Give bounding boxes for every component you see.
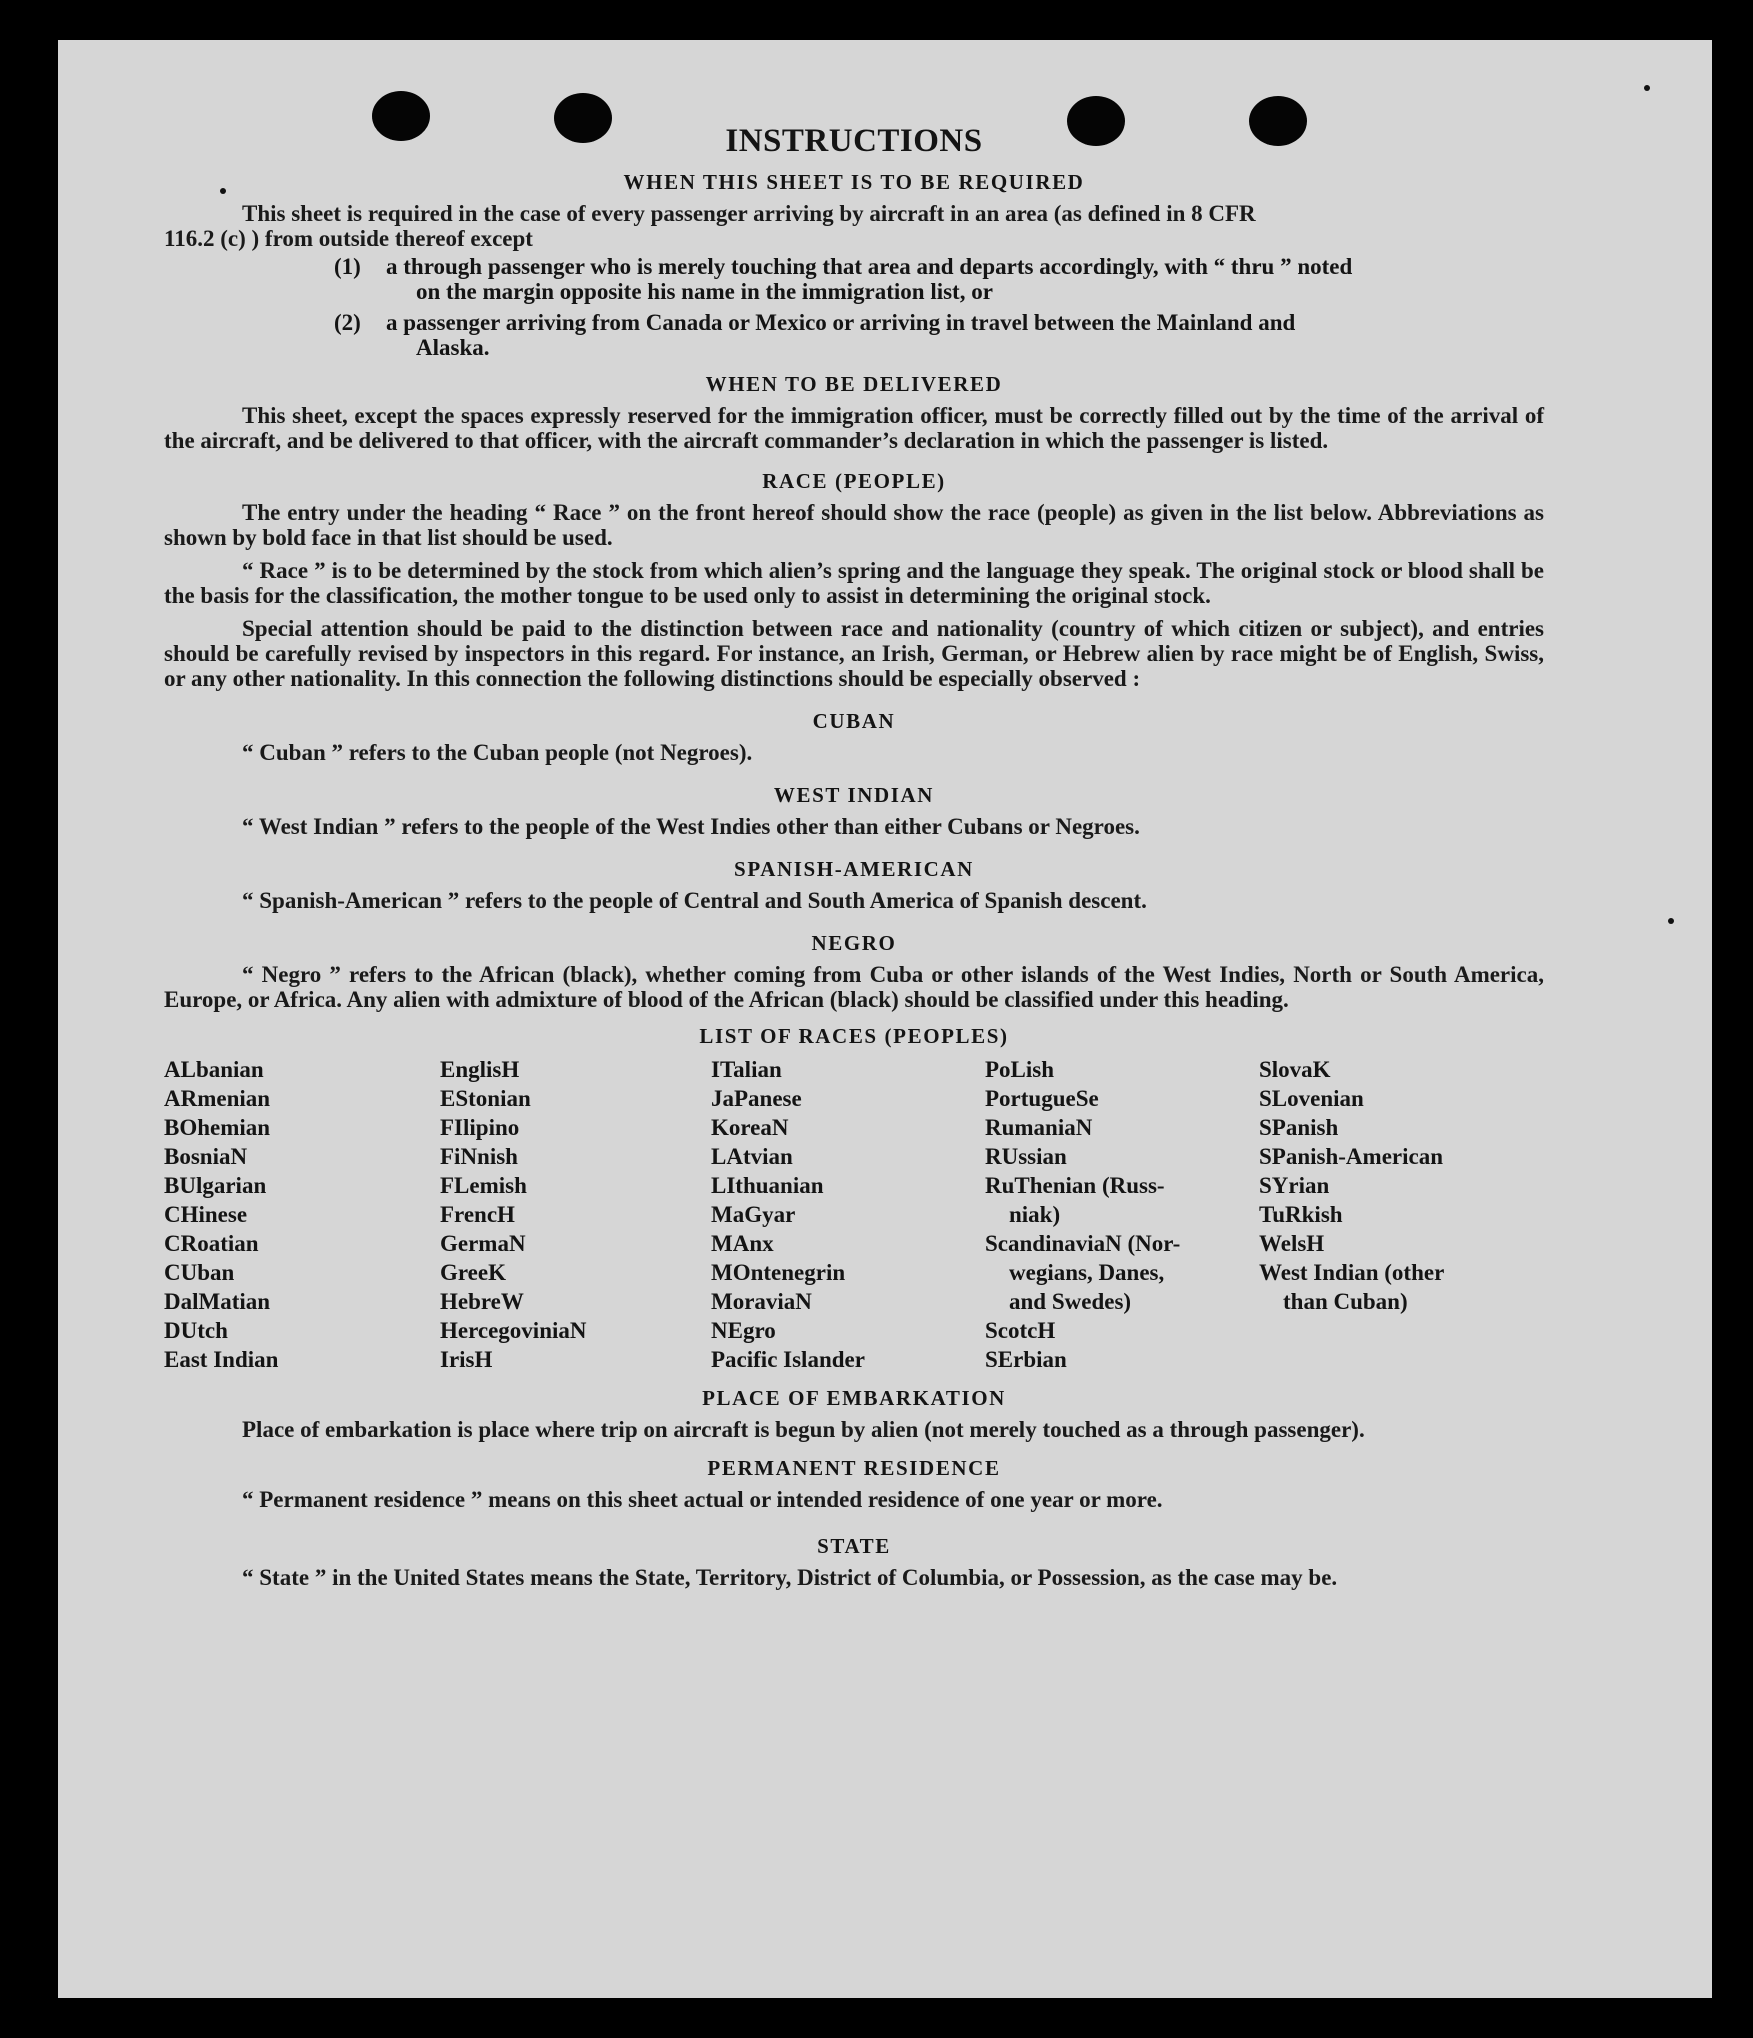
section-heading: RACE (PEOPLE): [762, 469, 946, 493]
section-heading: CUBAN: [812, 709, 896, 733]
page-title: INSTRUCTIONS: [725, 123, 983, 159]
race-entry: MoraviaN: [711, 1289, 812, 1314]
paragraph: “ Permanent residence ” means on this sheet actual or intended residence of one year or more.: [242, 1487, 1163, 1512]
paragraph: The entry under the heading “ Race ” on the front hereof should show the race (people) as given in the list below. Abbreviations as shown by bold face in that list should be used.: [164, 500, 1544, 550]
race-entry: PoLish: [985, 1057, 1055, 1082]
race-entry: GermaN: [440, 1231, 526, 1256]
race-entry: ITalian: [711, 1057, 782, 1082]
item-line: a passenger arriving from Canada or Mexico or arriving in travel between the Mainland and: [386, 310, 1296, 335]
race-entry: CRoatian: [164, 1231, 259, 1256]
race-entry: SErbian: [985, 1347, 1067, 1372]
race-entry: HebreW: [440, 1289, 524, 1314]
race-entry: ScandinaviaN (Nor-: [985, 1231, 1181, 1256]
race-entry: Pacific Islander: [711, 1347, 865, 1372]
race-entry: MaGyar: [711, 1202, 796, 1227]
section-heading: WHEN TO BE DELIVERED: [705, 372, 1003, 396]
race-entry: MAnx: [711, 1231, 774, 1256]
instructions-content: [164, 123, 1544, 1590]
race-entry: HercegoviniaN: [440, 1318, 587, 1343]
item-text: [386, 254, 1544, 304]
race-entry: niak): [1009, 1202, 1061, 1227]
race-entry: FiNnish: [440, 1144, 518, 1169]
paragraph: “ Spanish-American ” refers to the people of Central and South America of Spanish descent.: [242, 888, 1147, 913]
section-heading: LIST OF RACES (PEOPLES): [699, 1024, 1009, 1048]
race-entry: than Cuban): [1283, 1289, 1408, 1314]
section-heading: WEST INDIAN: [773, 783, 935, 807]
race-column: [164, 1055, 440, 1374]
section-heading: SPANISH-AMERICAN: [734, 857, 974, 881]
race-entry: SPanish: [1259, 1115, 1339, 1140]
race-entry: RumaniaN: [985, 1115, 1093, 1140]
section-heading: STATE: [817, 1534, 891, 1558]
section-heading: PLACE OF EMBARKATION: [702, 1386, 1006, 1410]
item-line: on the margin opposite his name in the immigration list, or: [416, 279, 993, 304]
section-heading: WHEN THIS SHEET IS TO BE REQUIRED: [623, 170, 1085, 194]
race-entry: LAtvian: [711, 1144, 793, 1169]
paragraph: This sheet is required in the case of every passenger arriving by aircraft in an area (as defined in 8 CFR: [242, 201, 1256, 226]
race-entry: SlovaK: [1259, 1057, 1331, 1082]
race-entry: West Indian (other: [1259, 1260, 1445, 1285]
race-entry: SYrian: [1259, 1173, 1330, 1198]
race-column: [1259, 1055, 1529, 1374]
race-entry: RUssian: [985, 1144, 1067, 1169]
race-entry: CHinese: [164, 1202, 248, 1227]
race-entry: WelsH: [1259, 1231, 1325, 1256]
race-entry: DUtch: [164, 1318, 228, 1343]
paragraph: This sheet, except the spaces expressly reserved for the immigration officer, must be correctly filled out by the time of the arrival of the aircraft, and be delivered to that officer, with the aircraft commander’s declaration in which the passenger is listed.: [164, 403, 1544, 453]
race-entry: FrencH: [440, 1202, 515, 1227]
race-entry: CUban: [164, 1260, 235, 1285]
race-entry: TuRkish: [1259, 1202, 1343, 1227]
race-entry: LIthuanian: [711, 1173, 824, 1198]
paragraph: “ Negro ” refers to the African (black), whether coming from Cuba or other islands of the West Indies, North or South America, Europe, or Africa. Any alien with admixture of blood of the African (black) should be classified under this heading.: [164, 962, 1544, 1012]
item-line: a through passenger who is merely touching that area and departs accordingly, with “ thru ” noted: [386, 254, 1353, 279]
paragraph: “ Cuban ” refers to the Cuban people (not Negroes).: [242, 740, 753, 765]
race-entry: JaPanese: [711, 1086, 802, 1111]
race-entry: EStonian: [440, 1086, 531, 1111]
section-heading: PERMANENT RESIDENCE: [707, 1456, 1001, 1480]
race-entry: ScotcH: [985, 1318, 1056, 1343]
race-entry: RuThenian (Russ-: [985, 1173, 1165, 1198]
paragraph: Special attention should be paid to the distinction between race and nationality (country of which citizen or subject), and entries should be carefully revised by inspectors in this regard. For instance, an Irish, German, or Hebrew alien by race might be of English, Swiss, or any other nationality. In this connection the following distinctions should be especially observed :: [164, 616, 1544, 691]
race-entry: ALbanian: [164, 1057, 264, 1082]
race-entry: NEgro: [711, 1318, 776, 1343]
races-list: [164, 1055, 1544, 1374]
race-entry: PortugueSe: [985, 1086, 1099, 1111]
race-entry: BosniaN: [164, 1144, 248, 1169]
race-entry: SLovenian: [1259, 1086, 1364, 1111]
paragraph: 116.2 (c) ) from outside thereof except: [164, 226, 533, 251]
paragraph: “ West Indian ” refers to the people of the West Indies other than either Cubans or Negroes.: [242, 814, 1140, 839]
speck: [1644, 85, 1650, 91]
list-item: [164, 310, 1544, 360]
race-entry: GreeK: [440, 1260, 506, 1285]
race-entry: FLemish: [440, 1173, 527, 1198]
speck: [1668, 918, 1674, 924]
race-entry: DalMatian: [164, 1289, 271, 1314]
race-entry: SPanish-American: [1259, 1144, 1443, 1169]
paragraph: “ State ” in the United States means the State, Territory, District of Columbia, or Possession, as the case may be.: [242, 1565, 1338, 1590]
race-column: [711, 1055, 985, 1374]
race-entry: East Indian: [164, 1347, 279, 1372]
race-entry: BUlgarian: [164, 1173, 267, 1198]
race-entry: ARmenian: [164, 1086, 271, 1111]
item-number: (2): [334, 310, 361, 335]
paragraph: Place of embarkation is place where trip on aircraft is begun by alien (not merely touched as a through passenger).: [242, 1417, 1365, 1442]
race-entry: BOhemian: [164, 1115, 271, 1140]
race-column: [440, 1055, 711, 1374]
list-item: [164, 254, 1544, 304]
race-column: [985, 1055, 1259, 1374]
item-text: [386, 310, 1544, 360]
race-entry: EnglisH: [440, 1057, 520, 1082]
section-heading: NEGRO: [811, 931, 897, 955]
race-entry: wegians, Danes,: [1009, 1260, 1165, 1285]
paragraph: “ Race ” is to be determined by the stock from which alien’s spring and the language they speak. The original stock or blood shall be the basis for the classification, the mother tongue to be used only to assist in determining the original stock.: [164, 558, 1544, 608]
race-entry: and Swedes): [1009, 1289, 1132, 1314]
race-entry: FIlipino: [440, 1115, 520, 1140]
race-entry: KoreaN: [711, 1115, 789, 1140]
item-line: Alaska.: [416, 335, 490, 360]
item-number: (1): [334, 254, 361, 279]
race-entry: IrisH: [440, 1347, 493, 1372]
race-entry: MOntenegrin: [711, 1260, 846, 1285]
